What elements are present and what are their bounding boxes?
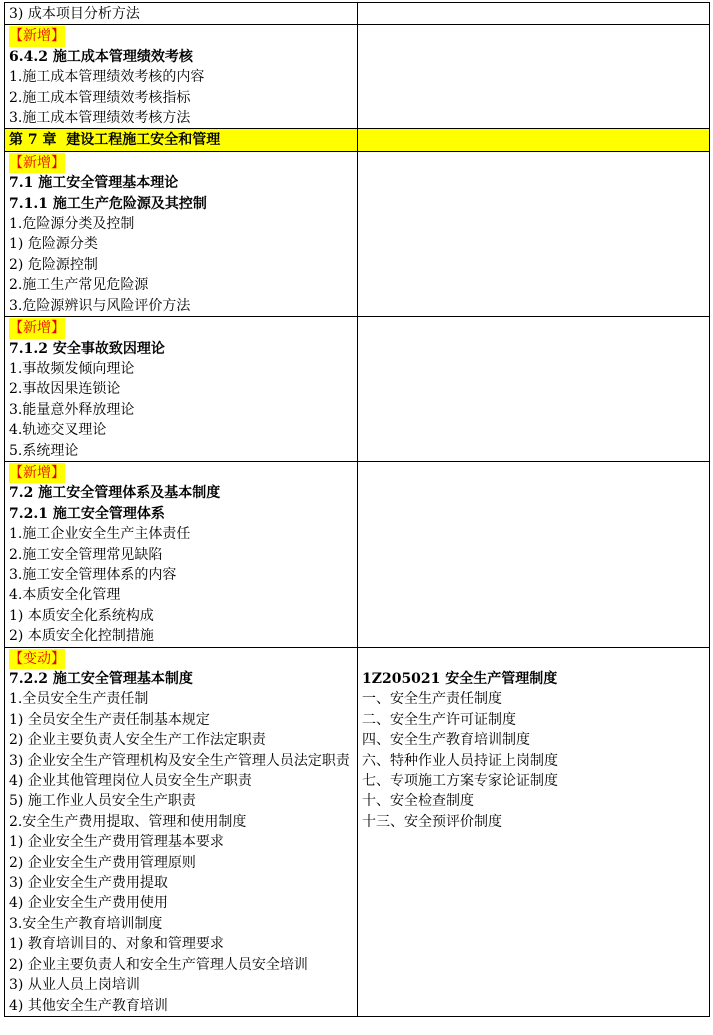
outline-item: 3.安全生产教育培训制度 [9, 915, 163, 932]
change-tag-label: 【新增】 [9, 153, 65, 173]
change-tag-label: 【新增】 [9, 26, 65, 46]
section-heading: 第 7 章 建设工程施工安全和管理 [9, 132, 221, 149]
old-syllabus-cell [358, 647, 710, 1016]
section-heading: 7.1 施工安全管理基本理论 [9, 175, 179, 192]
outline-item: 3.能量意外释放理论 [9, 401, 135, 418]
table-row [5, 3, 710, 25]
outline-item: 4) 企业其他管理岗位人员安全生产职责 [9, 773, 252, 790]
new-syllabus-cell [5, 461, 358, 647]
change-tag-label: 【新增】 [9, 318, 65, 338]
new-syllabus-cell [5, 647, 358, 1016]
table-row [5, 317, 710, 462]
section-heading: 7.2.1 施工安全管理体系 [9, 505, 165, 522]
outline-item: 4) 企业安全生产费用使用 [9, 895, 168, 912]
old-syllabus-cell [358, 317, 710, 462]
outline-item: 5.系统理论 [9, 442, 79, 459]
outline-item: 六、特种作业人员持证上岗制度 [362, 752, 558, 769]
outline-item: 1.危险源分类及控制 [9, 216, 135, 233]
outline-item: 1) 企业安全生产费用管理基本要求 [9, 834, 224, 851]
outline-item: 4) 其他安全生产教育培训 [9, 997, 168, 1014]
outline-item: 2.施工成本管理绩效考核指标 [9, 89, 191, 106]
outline-item: 5) 施工作业人员安全生产职责 [9, 793, 196, 810]
outline-item: 3.施工安全管理体系的内容 [9, 566, 177, 583]
outline-item: 1.施工成本管理绩效考核的内容 [9, 69, 205, 86]
old-syllabus-cell [358, 151, 710, 316]
outline-item: 十、安全检查制度 [362, 793, 474, 810]
old-syllabus-cell [358, 3, 710, 25]
outline-item: 2) 企业安全生产费用管理原则 [9, 854, 196, 871]
outline-item: 1.全员安全生产责任制 [9, 691, 149, 708]
change-tag-label: 【变动】 [9, 649, 65, 669]
change-tag [9, 318, 353, 338]
outline-item: 3.危险源辨识与风险评价方法 [9, 297, 191, 314]
outline-item: 二、安全生产许可证制度 [362, 711, 516, 728]
section-heading: 7.1.2 安全事故致因理论 [9, 340, 165, 357]
old-syllabus-cell [358, 25, 710, 129]
change-tag-label: 【新增】 [9, 463, 65, 483]
outline-item: 1) 危险源分类 [9, 236, 98, 253]
outline-item: 2) 危险源控制 [9, 256, 98, 273]
change-tag [9, 26, 353, 46]
table-row [5, 151, 710, 316]
table-row [5, 647, 710, 1016]
outline-item: 2.施工生产常见危险源 [9, 277, 149, 294]
outline-item: 2.事故因果连锁论 [9, 381, 121, 398]
section-heading: 7.2.2 施工安全管理基本制度 [9, 671, 193, 687]
table-row [5, 25, 710, 129]
outline-item: 1.事故频发倾向理论 [9, 360, 135, 377]
outline-item: 3) 成本项目分析方法 [9, 6, 140, 22]
outline-item: 七、专项施工方案专家论证制度 [362, 773, 558, 790]
outline-item: 四、安全生产教育培训制度 [362, 732, 530, 749]
change-tag [9, 649, 353, 669]
outline-item: 十三、安全预评价制度 [362, 813, 502, 830]
outline-item: 2) 企业主要负责人和安全生产管理人员安全培训 [9, 956, 308, 973]
new-syllabus-cell [5, 317, 358, 462]
change-tag [9, 153, 353, 173]
old-syllabus-cell [358, 461, 710, 647]
outline-item: 1.施工企业安全生产主体责任 [9, 526, 191, 543]
table-body [5, 3, 710, 1017]
comparison-table [4, 2, 710, 1017]
old-syllabus-cell [358, 129, 710, 151]
section-heading: 7.1.1 施工生产危险源及其控制 [9, 195, 207, 212]
outline-item: 1) 教育培训目的、对象和管理要求 [9, 936, 224, 953]
outline-item: 3) 企业安全生产管理机构及安全生产管理人员法定职责 [9, 752, 350, 769]
section-heading: 7.2 施工安全管理体系及基本制度 [9, 485, 221, 502]
outline-item: 2) 企业主要负责人安全生产工作法定职责 [9, 732, 266, 749]
outline-item: 3) 从业人员上岗培训 [9, 977, 140, 994]
outline-item: 3) 企业安全生产费用提取 [9, 875, 168, 892]
outline-item: 3.施工成本管理绩效考核方法 [9, 110, 191, 127]
outline-item: 1) 全员安全生产责任制基本规定 [9, 711, 210, 728]
change-tag [9, 463, 353, 483]
outline-item: 2) 本质安全化控制措施 [9, 628, 154, 645]
new-syllabus-cell [5, 129, 358, 151]
section-heading: 6.4.2 施工成本管理绩效考核 [9, 48, 193, 65]
outline-item: 一、安全生产责任制度 [362, 691, 502, 708]
new-syllabus-cell [5, 3, 358, 25]
section-heading: 1Z205021 安全生产管理制度 [362, 670, 558, 687]
outline-item: 1) 本质安全化系统构成 [9, 607, 154, 624]
outline-item: 2.施工安全管理常见缺陷 [9, 546, 163, 563]
spacer [362, 649, 705, 669]
outline-item: 4.轨迹交叉理论 [9, 422, 107, 439]
outline-item: 4.本质安全化管理 [9, 587, 121, 604]
outline-item: 2.安全生产费用提取、管理和使用制度 [9, 813, 247, 830]
chapter-row [5, 129, 710, 151]
new-syllabus-cell [5, 25, 358, 129]
new-syllabus-cell [5, 151, 358, 316]
table-row [5, 461, 710, 647]
